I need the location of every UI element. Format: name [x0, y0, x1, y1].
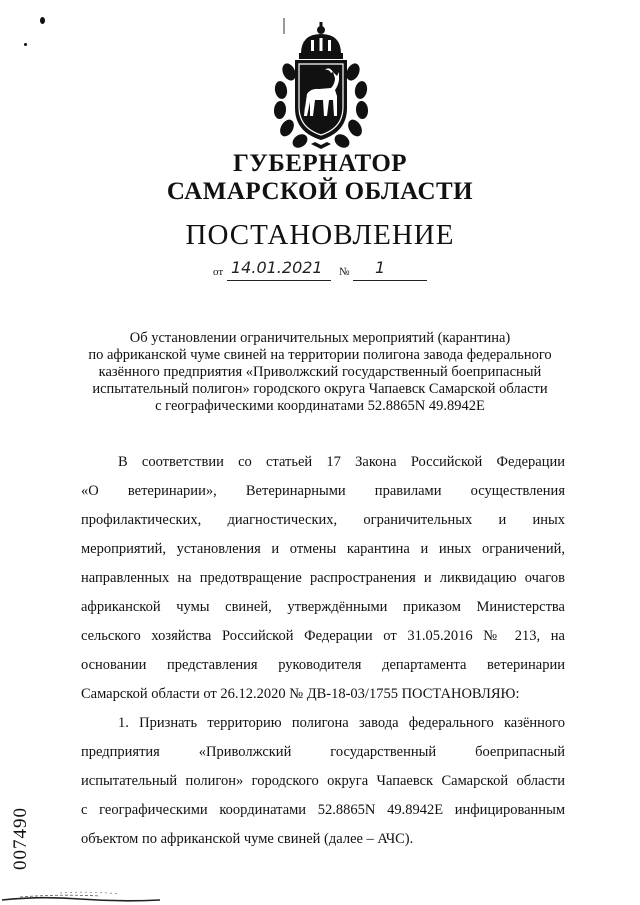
date-underline — [227, 280, 331, 281]
body-line: сельского хозяйства Российской Федерации от 31.05.2016 № 213, на — [81, 628, 565, 644]
number-label: № — [339, 266, 350, 278]
body-line: основании представления руководителя департамента ветеринарии — [81, 657, 565, 673]
subject-line: по африканской чуме свиней на территории полигона завода федерального — [88, 347, 552, 363]
subject-line: казённого предприятия «Приволжский государственный боеприпасный — [98, 364, 542, 380]
body-line: с географическими координатами 52.8865N 49.8942E инфицированным — [81, 802, 565, 818]
body-line: «О ветеринарии», Ветеринарными правилами осуществления — [81, 483, 565, 499]
scan-speck — [40, 17, 45, 24]
decree-date: 14.01.2021 — [231, 258, 323, 277]
issuer-region: САМАРСКОЙ ОБЛАСТИ — [166, 178, 474, 205]
scan-smudge — [0, 890, 165, 905]
serial-number: 007490 — [10, 807, 31, 870]
subject-line: с географическими координатами 52.8865N 49.8942E — [155, 398, 485, 414]
number-underline — [353, 280, 427, 281]
issuer-title: ГУБЕРНАТОР — [232, 150, 408, 177]
body-line: мероприятий, установления и отмены карантина и иных ограничений, — [81, 541, 565, 557]
decree-subject — [60, 330, 580, 415]
subject-line: испытательный полигон» городского округа Чапаевск Самарской области — [92, 381, 548, 397]
decree-number: 1 — [375, 258, 386, 277]
body-line: Самарской области от 26.12.2020 № ДВ-18-03/1755 ПОСТАНОВЛЯЮ: — [81, 686, 520, 702]
body-line: В соответствии со статьей 17 Закона Российской Федерации — [118, 454, 565, 470]
document-type-title: ПОСТАНОВЛЕНИЕ — [185, 219, 455, 251]
subject-line: Об установлении ограничительных мероприятий (карантина) — [129, 330, 511, 346]
body-line: объектом по африканской чуме свиней (далее – АЧС). — [81, 831, 414, 847]
body-line: предприятия «Приволжский государственный боеприпасный — [81, 744, 565, 760]
date-from-label: от — [213, 266, 224, 278]
body-line: испытательный полигон» городского округа Чапаевск Самарской области — [81, 773, 565, 789]
body-line: профилактических, диагностических, ограничительных и иных — [81, 512, 565, 528]
body-line: африканской чумы свиней, утверждёнными приказом Министерства — [81, 599, 565, 615]
body-line: 1. Признать территорию полигона завода федерального казённого — [118, 715, 565, 731]
scan-speck — [24, 43, 27, 46]
coat-of-arms-emblem — [267, 20, 375, 150]
body-line: направленных на предотвращение распространения и ликвидацию очагов — [81, 570, 565, 586]
